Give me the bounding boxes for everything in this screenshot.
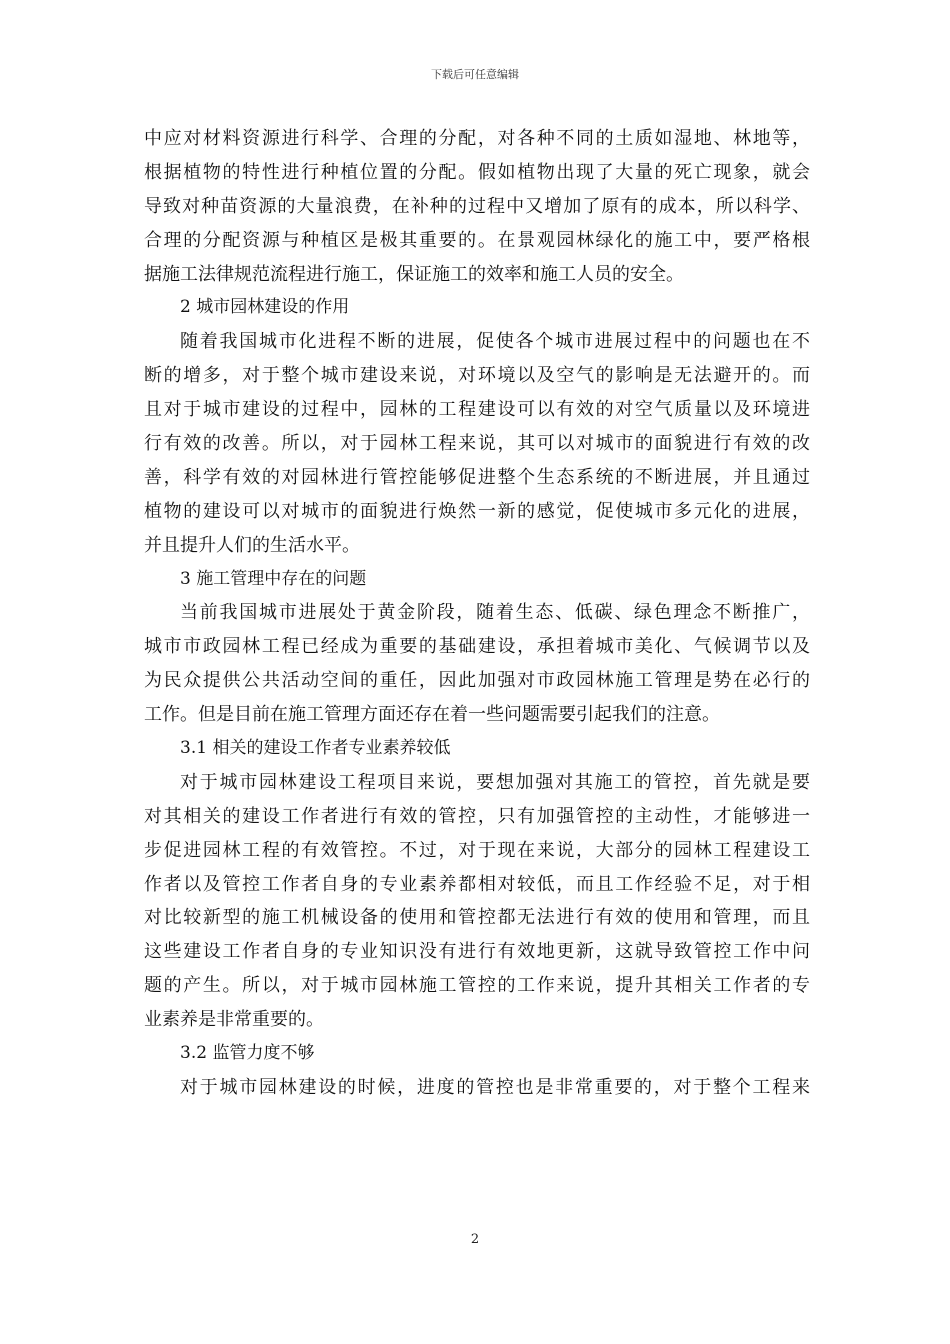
body-line: 对于城市园林建设的时候，进度的管控也是非常重要的，对于整个工程来 — [180, 1076, 810, 1098]
body-line: 善，科学有效的对园林进行管控能够促进整个生态系统的不断进展，并且通过 — [144, 466, 810, 488]
subsection-heading: 3.1 相关的建设工作者专业素养较低 — [180, 738, 451, 759]
document-body — [144, 122, 810, 1105]
subsection-heading: 3.2 监管力度不够 — [180, 1043, 315, 1064]
body-line: 据施工法律规范流程进行施工，保证施工的效率和施工人员的安全。 — [144, 263, 684, 285]
body-line: 植物的建设可以对城市的面貌进行焕然一新的感觉，促使城市多元化的进展， — [144, 500, 810, 522]
page-number: 2 — [470, 1232, 480, 1247]
body-line: 为民众提供公共活动空间的重任，因此加强对市政园林施工管理是势在必行的 — [144, 670, 810, 692]
body-line: 工作。但是目前在施工管理方面还存在着一些问题需要引起我们的注意。 — [144, 704, 720, 726]
body-line: 合理的分配资源与种植区是极其重要的。在景观园林绿化的施工中，要严格根 — [144, 229, 810, 251]
body-line: 步促进园林工程的有效管控。不过，对于现在来说，大部分的园林工程建设工 — [144, 839, 810, 861]
body-line: 行有效的改善。所以，对于园林工程来说，其可以对城市的面貌进行有效的改 — [144, 433, 810, 455]
body-line: 当前我国城市进展处于黄金阶段，随着生态、低碳、绿色理念不断推广， — [180, 602, 810, 624]
body-line: 中应对材料资源进行科学、合理的分配，对各种不同的土质如湿地、林地等， — [144, 128, 810, 149]
body-line: 这些建设工作者自身的专业知识没有进行有效地更新，这就导致管控工作中问 — [144, 941, 810, 963]
body-line: 对比较新型的施工机械设备的使用和管控都无法进行有效的使用和管理，而且 — [144, 907, 810, 929]
body-line: 且对于城市建设的过程中，园林的工程建设可以有效的对空气质量以及环境进 — [144, 399, 810, 421]
section-heading: 3 施工管理中存在的问题 — [180, 568, 367, 589]
page-header: 下载后可任意编辑 — [431, 68, 519, 81]
body-line: 对于城市园林建设工程项目来说，要想加强对其施工的管控，首先就是要 — [180, 771, 810, 793]
body-line: 题的产生。所以，对于城市园林施工管控的工作来说，提升其相关工作者的专 — [144, 975, 810, 997]
body-line: 城市市政园林工程已经成为重要的基础建设，承担着城市美化、气候调节以及 — [144, 636, 810, 658]
body-line: 业素养是非常重要的。 — [144, 1009, 324, 1031]
section-heading: 2 城市园林建设的作用 — [180, 297, 350, 318]
body-line: 对其相关的建设工作者进行有效的管控，只有加强管控的主动性，才能够进一 — [144, 805, 810, 827]
body-line: 作者以及管控工作者自身的专业素养都相对较低，而且工作经验不足，对于相 — [144, 873, 810, 895]
body-line: 随着我国城市化进程不断的进展，促使各个城市进展过程中的问题也在不 — [180, 331, 810, 353]
body-line: 导致对种苗资源的大量浪费，在补种的过程中又增加了原有的成本，所以科学、 — [144, 195, 810, 217]
body-line: 断的增多，对于整个城市建设来说，对环境以及空气的影响是无法避开的。而 — [144, 365, 810, 387]
body-line: 根据植物的特性进行种植位置的分配。假如植物出现了大量的死亡现象，就会 — [144, 161, 810, 183]
body-line: 并且提升人们的生活水平。 — [144, 534, 360, 556]
